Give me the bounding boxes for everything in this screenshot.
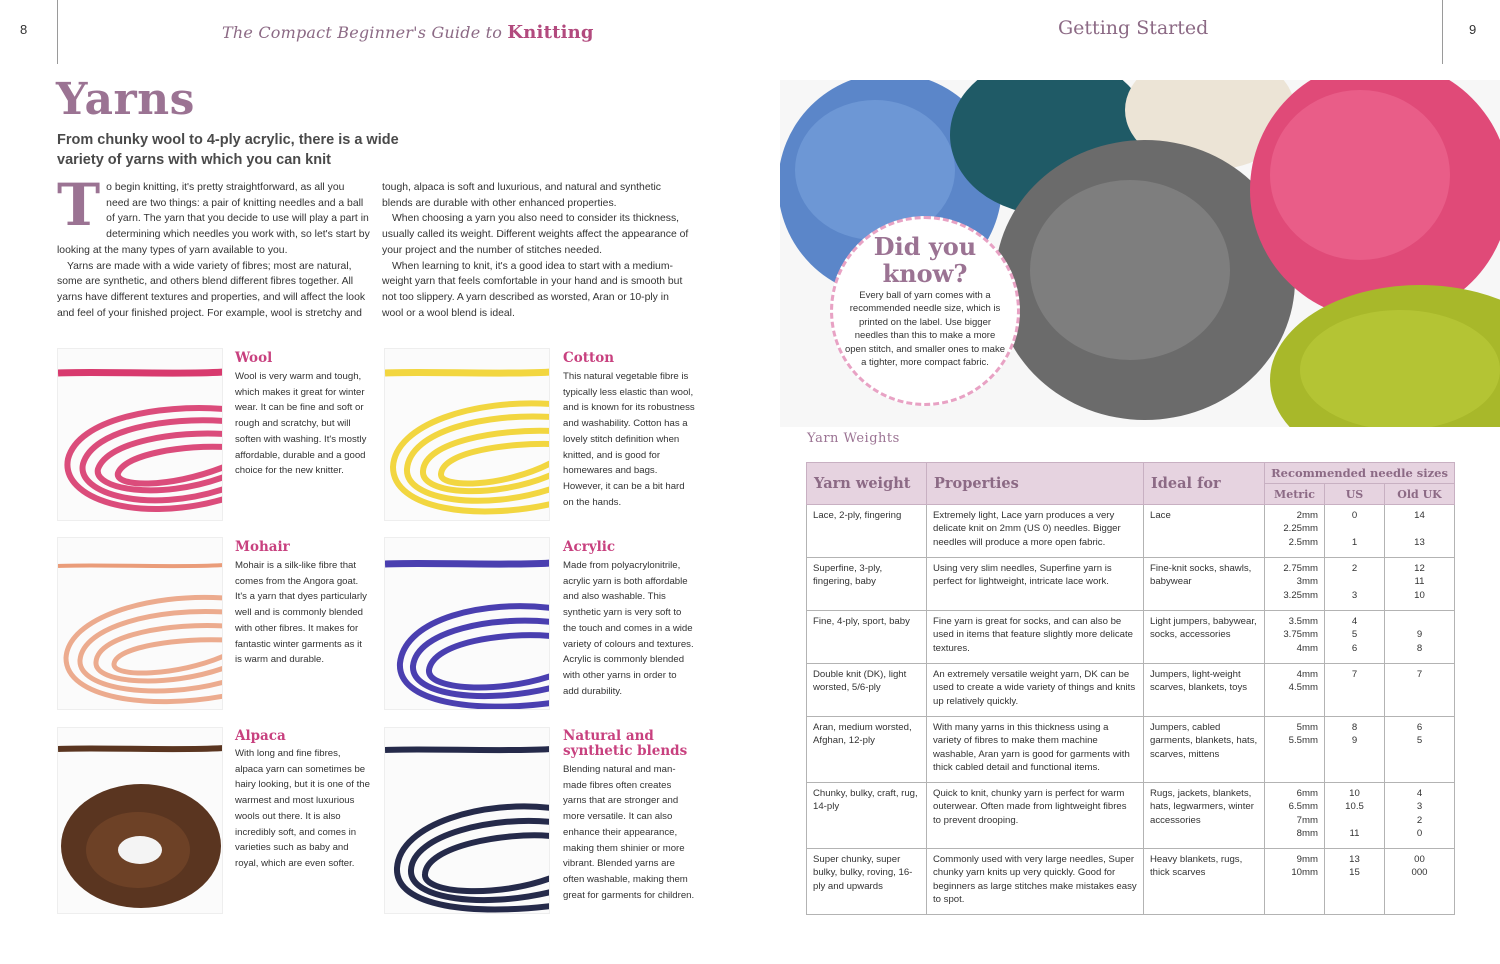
cell-properties: Quick to knit, chunky yarn is perfect for warm outerwear. Often made from lightweight fibres to prevent drooping. [927, 783, 1144, 849]
yarn-weights-table [806, 462, 1455, 915]
cell-uk: 14 13 [1385, 505, 1455, 558]
mohair-swatch-image [57, 537, 223, 710]
alpaca-swatch-image [57, 727, 223, 914]
table-row [807, 611, 1455, 664]
cell-properties: Fine yarn is great for socks, and can also be used in items that feature slightly more delicate textures. [927, 611, 1144, 664]
cell-uk: 9 8 [1385, 611, 1455, 664]
header-divider-right [1442, 0, 1443, 64]
yarn-desc-alpaca: With long and fine fibres, alpaca yarn can sometimes be hairy looking, but it is one of the warmest and most luxurious wools out there. It is also incredibly soft, and comes in varieties such as baby and royal, which are even softer. [235, 748, 370, 869]
cell-weight: Double knit (DK), light worsted, 5/6-ply [807, 664, 927, 717]
yarn-weights-title: Yarn Weights [807, 431, 900, 446]
intro-column-2 [382, 180, 692, 321]
header-needle-sizes: Recommended needle sizes [1265, 463, 1455, 484]
cell-uk: 7 [1385, 664, 1455, 717]
acrylic-swatch-image [384, 537, 550, 710]
cell-uk: 12 11 10 [1385, 558, 1455, 611]
table-row [807, 849, 1455, 915]
table-row [807, 664, 1455, 717]
cell-weight: Chunky, bulky, craft, rug, 14-ply [807, 783, 927, 849]
section-title: Getting Started [1058, 17, 1209, 39]
cell-ideal: Jumpers, light-weight scarves, blankets, toys [1144, 664, 1265, 717]
wool-swatch-image [57, 348, 223, 521]
did-you-know-title-1: Did you [873, 232, 977, 261]
intro-paragraph: o begin knitting, it's pretty straightforward, as all you need are two things: a pair of knitting needles and a ball of yarn. The yarn that you decide to use will play a part in determining which needles you work with, so let's start by looking at the many types of yarn available to you. [57, 182, 370, 256]
page-number-left: 8 [20, 22, 28, 37]
cell-weight: Fine, 4-ply, sport, baby [807, 611, 927, 664]
header-us: US [1325, 484, 1385, 505]
cotton-swatch-image [384, 348, 550, 521]
standfirst: From chunky wool to 4-ply acrylic, there is a wide variety of yarns with which you can knit [57, 132, 399, 168]
header-yarn-weight: Yarn weight [807, 463, 927, 505]
cell-ideal: Light jumpers, babywear, socks, accessories [1144, 611, 1265, 664]
series-title-bold: Knitting [507, 22, 594, 43]
header-metric: Metric [1265, 484, 1325, 505]
cell-ideal: Lace [1144, 505, 1265, 558]
header-old-uk: Old UK [1385, 484, 1455, 505]
cell-ideal: Fine-knit socks, shawls, babywear [1144, 558, 1265, 611]
cell-metric: 9mm 10mm [1265, 849, 1325, 915]
cell-uk: 6 5 [1385, 717, 1455, 783]
yarn-name-mohair: Mohair [235, 539, 290, 555]
cell-weight: Superfine, 3-ply, fingering, baby [807, 558, 927, 611]
cell-metric: 5mm 5.5mm [1265, 717, 1325, 783]
cell-weight: Aran, medium worsted, Afghan, 12-ply [807, 717, 927, 783]
cell-us: 13 15 [1325, 849, 1385, 915]
yarn-name-blends: Natural and synthetic blends [563, 728, 688, 759]
table-row [807, 717, 1455, 783]
yarn-desc-cotton: This natural vegetable fibre is typically less elastic than wool, and is known for its robustness and washability. Cotton has a lovely stitch definition when knitted, and is good for homewares and bags. However, it can be a bit hard on the hands. [563, 371, 695, 508]
cell-uk: 00 000 [1385, 849, 1455, 915]
yarn-desc-wool: Wool is very warm and tough, which makes it great for winter wear. It can be fine and soft or rough and scratchy, but will soften with washing. It's mostly affordable, durable and a good choice for the new knitter. [235, 371, 367, 477]
page-title: Yarns [56, 74, 195, 125]
cell-metric: 2mm 2.25mm 2.5mm [1265, 505, 1325, 558]
cell-ideal: Rugs, jackets, blankets, hats, legwarmers, winter accessories [1144, 783, 1265, 849]
cell-ideal: Jumpers, cabled garments, blankets, hats, scarves, mittens [1144, 717, 1265, 783]
intro-paragraph: When choosing a yarn you also need to consider its thickness, usually called its weight. Different weights affect the appearance of your project and the number of stitches needed. [382, 213, 689, 256]
cell-us: 8 9 [1325, 717, 1385, 783]
cell-us: 2 3 [1325, 558, 1385, 611]
drop-cap: T [57, 171, 101, 239]
cell-metric: 4mm 4.5mm [1265, 664, 1325, 717]
yarn-desc-blends: Blending natural and man-made fibres often creates yarns that are stronger and more versatile. It can also enhance their appearance, making them shinier or more vibrant. Blended yarns are often washable, making them great for garments for children. [563, 764, 695, 901]
did-you-know-title-2: know? [882, 259, 968, 288]
cell-us: 0 1 [1325, 505, 1385, 558]
cell-weight: Super chunky, super bulky, bulky, roving, 16-ply and upwards [807, 849, 927, 915]
intro-paragraph: tough, alpaca is soft and luxurious, and natural and synthetic blends are durable with other enhanced properties. [382, 182, 661, 209]
cell-properties: With many yarns in this thickness using a variety of fibres to make them machine washable, Aran yarn is good for garments with thick cabled detail and functional items. [927, 717, 1144, 783]
did-you-know-panel [830, 216, 1020, 406]
cell-metric: 2.75mm 3mm 3.25mm [1265, 558, 1325, 611]
cell-metric: 6mm 6.5mm 7mm 8mm [1265, 783, 1325, 849]
cell-properties: An extremely versatile weight yarn, DK can be used to create a wide variety of things and knits up relatively quickly. [927, 664, 1144, 717]
intro-paragraph: Yarns are made with a wide variety of fibres; most are natural, some are synthetic, and others blend different fibres together. All yarns have different textures and properties, and will affect the look and feel of your finished project. For example, wool is stretchy and [57, 260, 366, 319]
cell-properties: Commonly used with very large needles, Super chunky yarn knits up very quickly. Good for beginners as large stitches make mistakes easy to spot. [927, 849, 1144, 915]
header-properties: Properties [927, 463, 1144, 505]
intro-column-1 [57, 171, 370, 321]
yarn-name-alpaca: Alpaca [235, 728, 286, 744]
header-ideal-for: Ideal for [1144, 463, 1265, 505]
page-number-right: 9 [1469, 22, 1477, 37]
cell-properties: Using very slim needles, Superfine yarn is perfect for lightweight, intricate lace work. [927, 558, 1144, 611]
yarn-name-acrylic: Acrylic [563, 539, 616, 555]
cell-us: 10 10.5 11 [1325, 783, 1385, 849]
cell-weight: Lace, 2-ply, fingering [807, 505, 927, 558]
series-title: The Compact Beginner's Guide to Knitting [222, 22, 594, 43]
did-you-know-text: Every ball of yarn comes with a recommended needle size, which is printed on the label. Use bigger needles than this to make a more open stitch, and smaller ones to make a tighter, more compact fabric. [844, 290, 1005, 369]
cell-properties: Extremely light, Lace yarn produces a very delicate knit on 2mm (US 0) needles. Bigger needles will produce a more open fabric. [927, 505, 1144, 558]
table-row [807, 783, 1455, 849]
cell-ideal: Heavy blankets, rugs, thick scarves [1144, 849, 1265, 915]
cell-us: 4 5 6 [1325, 611, 1385, 664]
intro-paragraph: When learning to knit, it's a good idea to start with a medium-weight yarn that feels comfortable in your hand and is smooth but not too slippery. A yarn described as worsted, Aran or 10-ply in wool or a wool blend is ideal. [382, 260, 683, 319]
table-row [807, 558, 1455, 611]
header-divider-left [57, 0, 58, 64]
yarn-name-cotton: Cotton [563, 350, 615, 366]
cell-metric: 3.5mm 3.75mm 4mm [1265, 611, 1325, 664]
blend-swatch-image [384, 727, 550, 914]
cell-uk: 4 3 2 0 [1385, 783, 1455, 849]
cell-us: 7 [1325, 664, 1385, 717]
yarn-desc-mohair: Mohair is a silk-like fibre that comes from the Angora goat. It's a yarn that dyes particularly well and is commonly blended with other fibres. It makes for fantastic winter garments as it is warm and durable. [235, 560, 367, 666]
yarn-name-wool: Wool [235, 350, 273, 366]
table-row [807, 505, 1455, 558]
yarn-desc-acrylic: Made from polyacrylonitrile, acrylic yarn is both affordable and also washable. This synthetic yarn is very soft to the touch and comes in a wide variety of colours and textures. Acrylic is commonly blended with other yarns in order to add durability. [563, 560, 694, 697]
